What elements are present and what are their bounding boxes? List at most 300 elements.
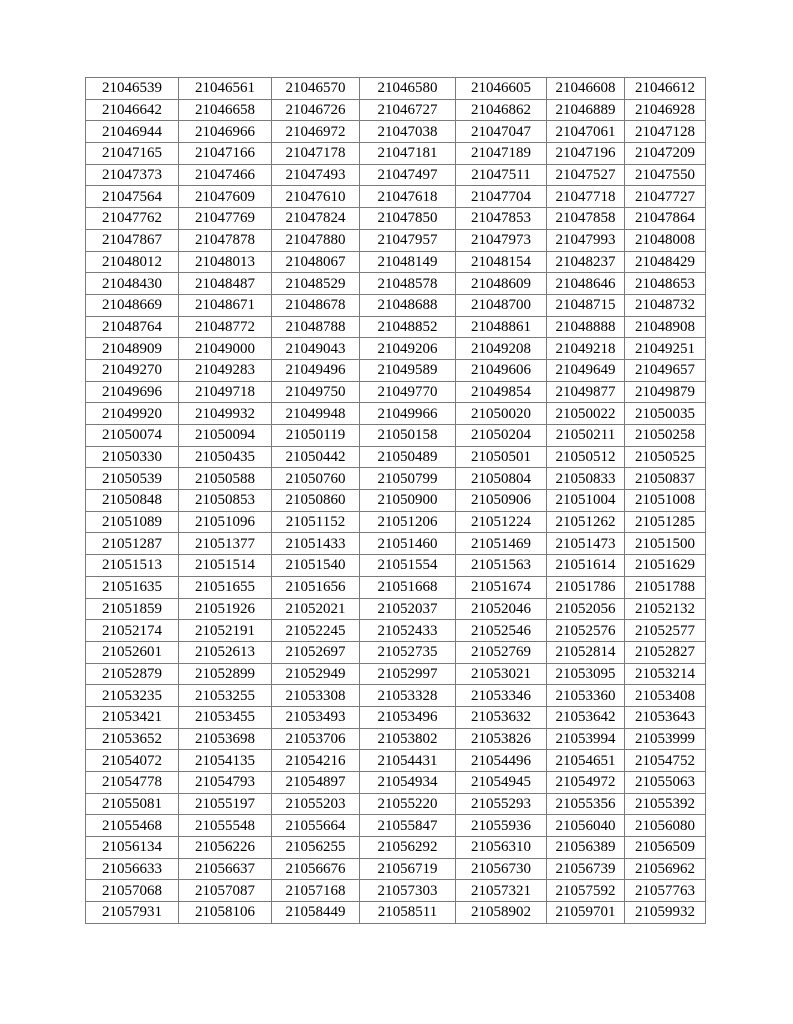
table-cell: 21048529: [272, 273, 360, 295]
table-cell: 21052021: [272, 598, 360, 620]
table-cell: 21053493: [272, 706, 360, 728]
table-cell: 21053826: [456, 728, 547, 750]
table-cell: 21048487: [179, 273, 272, 295]
table-cell: 21051262: [547, 511, 625, 533]
table-cell: 21049854: [456, 381, 547, 403]
table-cell: 21052814: [547, 641, 625, 663]
table-cell: 21053706: [272, 728, 360, 750]
table-cell: 21054431: [360, 750, 456, 772]
table-cell: 21046608: [547, 78, 625, 100]
table-cell: 21054135: [179, 750, 272, 772]
table-cell: 21054651: [547, 750, 625, 772]
table-row: [86, 143, 706, 165]
table-cell: 21053652: [86, 728, 179, 750]
table-cell: 21050804: [456, 468, 547, 490]
table-cell: 21049251: [625, 338, 706, 360]
table-cell: 21053455: [179, 706, 272, 728]
table-cell: 21056080: [625, 815, 706, 837]
table-cell: 21047704: [456, 186, 547, 208]
table-cell: 21055356: [547, 793, 625, 815]
table-cell: 21050442: [272, 446, 360, 468]
table-cell: 21047858: [547, 208, 625, 230]
table-cell: 21047181: [360, 143, 456, 165]
table-cell: 21048861: [456, 316, 547, 338]
table-cell: 21048732: [625, 294, 706, 316]
table-cell: 21055548: [179, 815, 272, 837]
table-cell: 21050020: [456, 403, 547, 425]
table-cell: 21051786: [547, 576, 625, 598]
table-cell: 21049879: [625, 381, 706, 403]
table-cell: 21048012: [86, 251, 179, 273]
table-row: [86, 316, 706, 338]
table-cell: 21055392: [625, 793, 706, 815]
table-cell: 21053408: [625, 685, 706, 707]
table-row: [86, 121, 706, 143]
table-cell: 21047527: [547, 164, 625, 186]
table-cell: 21047165: [86, 143, 179, 165]
table-cell: 21048653: [625, 273, 706, 295]
table-cell: 21055936: [456, 815, 547, 837]
table-cell: 21059701: [547, 902, 625, 924]
table-cell: 21051433: [272, 533, 360, 555]
table-cell: 21050501: [456, 446, 547, 468]
table-row: [86, 815, 706, 837]
table-row: [86, 99, 706, 121]
table-cell: 21051655: [179, 576, 272, 598]
table-cell: 21051859: [86, 598, 179, 620]
table-cell: 21047061: [547, 121, 625, 143]
table-cell: 21057592: [547, 880, 625, 902]
table-cell: 21049877: [547, 381, 625, 403]
table-cell: 21058449: [272, 902, 360, 924]
table-row: [86, 229, 706, 251]
table-cell: 21050588: [179, 468, 272, 490]
table-cell: 21048237: [547, 251, 625, 273]
table-cell: 21047564: [86, 186, 179, 208]
table-cell: 21050525: [625, 446, 706, 468]
table-cell: 21046726: [272, 99, 360, 121]
table-cell: 21052191: [179, 620, 272, 642]
table-cell: 21049208: [456, 338, 547, 360]
table-cell: 21055293: [456, 793, 547, 815]
table-cell: 21057087: [179, 880, 272, 902]
table-cell: 21046944: [86, 121, 179, 143]
table-cell: 21058902: [456, 902, 547, 924]
table-cell: 21050022: [547, 403, 625, 425]
table-row: [86, 598, 706, 620]
table-cell: 21053021: [456, 663, 547, 685]
table-cell: 21051377: [179, 533, 272, 555]
table-cell: 21046928: [625, 99, 706, 121]
table-cell: 21055664: [272, 815, 360, 837]
table-cell: 21059932: [625, 902, 706, 924]
table-cell: 21057303: [360, 880, 456, 902]
table-cell: 21056962: [625, 858, 706, 880]
table-cell: 21047973: [456, 229, 547, 251]
table-cell: 21047864: [625, 208, 706, 230]
table-row: [86, 576, 706, 598]
table-row: [86, 338, 706, 360]
table-cell: 21049966: [360, 403, 456, 425]
table-cell: 21049696: [86, 381, 179, 403]
table-row: [86, 728, 706, 750]
table-cell: 21047166: [179, 143, 272, 165]
table-row: [86, 403, 706, 425]
table-cell: 21047769: [179, 208, 272, 230]
table-cell: 21050489: [360, 446, 456, 468]
table-row: [86, 468, 706, 490]
table-cell: 21053346: [456, 685, 547, 707]
table-cell: 21047511: [456, 164, 547, 186]
table-cell: 21057068: [86, 880, 179, 902]
table-cell: 21051152: [272, 511, 360, 533]
table-cell: 21046570: [272, 78, 360, 100]
table-cell: 21055081: [86, 793, 179, 815]
table-cell: 21058511: [360, 902, 456, 924]
table-cell: 21051788: [625, 576, 706, 598]
table-cell: 21058106: [179, 902, 272, 924]
table-cell: 21047493: [272, 164, 360, 186]
table-cell: 21049270: [86, 359, 179, 381]
table-row: [86, 78, 706, 100]
table-cell: 21050211: [547, 425, 625, 447]
table-cell: 21047610: [272, 186, 360, 208]
table-cell: 21047047: [456, 121, 547, 143]
table-cell: 21052879: [86, 663, 179, 685]
table-cell: 21050848: [86, 490, 179, 512]
table-row: [86, 425, 706, 447]
table-cell: 21056676: [272, 858, 360, 880]
table-cell: 21056739: [547, 858, 625, 880]
table-cell: 21052899: [179, 663, 272, 685]
table-cell: 21047550: [625, 164, 706, 186]
table-cell: 21047128: [625, 121, 706, 143]
table-cell: 21046862: [456, 99, 547, 121]
table-cell: 21050860: [272, 490, 360, 512]
table-cell: 21047880: [272, 229, 360, 251]
table-cell: 21049283: [179, 359, 272, 381]
table-cell: 21048678: [272, 294, 360, 316]
table-cell: 21051473: [547, 533, 625, 555]
table-cell: 21048700: [456, 294, 547, 316]
table-cell: 21047618: [360, 186, 456, 208]
table-cell: 21046561: [179, 78, 272, 100]
table-cell: 21056255: [272, 837, 360, 859]
table-cell: 21049657: [625, 359, 706, 381]
table-cell: 21050799: [360, 468, 456, 490]
table-cell: 21050837: [625, 468, 706, 490]
table-cell: 21048715: [547, 294, 625, 316]
table-cell: 21052132: [625, 598, 706, 620]
table-cell: 21052827: [625, 641, 706, 663]
table-cell: 21052576: [547, 620, 625, 642]
table-cell: 21047867: [86, 229, 179, 251]
number-table: [85, 77, 706, 924]
table-cell: 21048429: [625, 251, 706, 273]
table-cell: 21054897: [272, 772, 360, 794]
table-cell: 21052245: [272, 620, 360, 642]
table-cell: 21051285: [625, 511, 706, 533]
table-cell: 21053421: [86, 706, 179, 728]
table-cell: 21051674: [456, 576, 547, 598]
table-cell: 21052046: [456, 598, 547, 620]
table-cell: 21056292: [360, 837, 456, 859]
table-cell: 21057168: [272, 880, 360, 902]
table-cell: 21051614: [547, 555, 625, 577]
table-cell: 21046889: [547, 99, 625, 121]
table-cell: 21047850: [360, 208, 456, 230]
table-cell: 21046966: [179, 121, 272, 143]
table-row: [86, 273, 706, 295]
table-row: [86, 446, 706, 468]
table-cell: 21052174: [86, 620, 179, 642]
table-cell: 21047178: [272, 143, 360, 165]
table-cell: 21052997: [360, 663, 456, 685]
table-cell: 21048669: [86, 294, 179, 316]
table-cell: 21046580: [360, 78, 456, 100]
table-cell: 21054972: [547, 772, 625, 794]
table-cell: 21053255: [179, 685, 272, 707]
table-row: [86, 837, 706, 859]
table-cell: 21056719: [360, 858, 456, 880]
table-cell: 21053698: [179, 728, 272, 750]
table-cell: 21052037: [360, 598, 456, 620]
table-cell: 21051554: [360, 555, 456, 577]
table-cell: 21056040: [547, 815, 625, 837]
table-cell: 21049218: [547, 338, 625, 360]
table-cell: 21052546: [456, 620, 547, 642]
table-cell: 21048008: [625, 229, 706, 251]
table-cell: 21047209: [625, 143, 706, 165]
table-cell: 21048149: [360, 251, 456, 273]
table-cell: 21048788: [272, 316, 360, 338]
table-cell: 21046642: [86, 99, 179, 121]
table-cell: 21051008: [625, 490, 706, 512]
table-cell: 21055468: [86, 815, 179, 837]
table-row: [86, 555, 706, 577]
table-cell: 21056730: [456, 858, 547, 880]
table-cell: 21048688: [360, 294, 456, 316]
table-cell: 21052697: [272, 641, 360, 663]
table-row: [86, 902, 706, 924]
table-cell: 21054752: [625, 750, 706, 772]
table-cell: 21046539: [86, 78, 179, 100]
table-cell: 21049649: [547, 359, 625, 381]
table-cell: 21056134: [86, 837, 179, 859]
table-row: [86, 381, 706, 403]
table-cell: 21050258: [625, 425, 706, 447]
table-cell: 21051206: [360, 511, 456, 533]
table-cell: 21054778: [86, 772, 179, 794]
table-cell: 21050094: [179, 425, 272, 447]
table-cell: 21049920: [86, 403, 179, 425]
table-cell: 21046727: [360, 99, 456, 121]
table-cell: 21048888: [547, 316, 625, 338]
table-cell: 21055203: [272, 793, 360, 815]
table-row: [86, 164, 706, 186]
table-cell: 21047609: [179, 186, 272, 208]
table-cell: 21050074: [86, 425, 179, 447]
table-cell: 21053802: [360, 728, 456, 750]
table-cell: 21049770: [360, 381, 456, 403]
table-cell: 21054072: [86, 750, 179, 772]
table-cell: 21048067: [272, 251, 360, 273]
table-cell: 21049589: [360, 359, 456, 381]
table-cell: 21052601: [86, 641, 179, 663]
table-cell: 21052735: [360, 641, 456, 663]
table-cell: 21050330: [86, 446, 179, 468]
table-cell: 21046972: [272, 121, 360, 143]
table-cell: 21049496: [272, 359, 360, 381]
table-cell: 21049043: [272, 338, 360, 360]
table-row: [86, 208, 706, 230]
table-cell: 21050539: [86, 468, 179, 490]
table-row: [86, 858, 706, 880]
table-cell: 21051635: [86, 576, 179, 598]
table-cell: 21056633: [86, 858, 179, 880]
table-cell: 21048646: [547, 273, 625, 295]
table-row: [86, 490, 706, 512]
table-cell: 21051224: [456, 511, 547, 533]
table-cell: 21050906: [456, 490, 547, 512]
table-cell: 21050435: [179, 446, 272, 468]
table-cell: 21046612: [625, 78, 706, 100]
table-cell: 21051287: [86, 533, 179, 555]
table-cell: 21054945: [456, 772, 547, 794]
table-row: [86, 772, 706, 794]
table-cell: 21047824: [272, 208, 360, 230]
table-cell: 21049948: [272, 403, 360, 425]
table-cell: 21056389: [547, 837, 625, 859]
table-cell: 21051460: [360, 533, 456, 555]
table-row: [86, 663, 706, 685]
table-cell: 21049206: [360, 338, 456, 360]
table-cell: 21048909: [86, 338, 179, 360]
table-row: [86, 706, 706, 728]
table-cell: 21052949: [272, 663, 360, 685]
table-cell: 21049606: [456, 359, 547, 381]
table-cell: 21050204: [456, 425, 547, 447]
table-cell: 21046658: [179, 99, 272, 121]
table-cell: 21047189: [456, 143, 547, 165]
table-row: [86, 620, 706, 642]
table-cell: 21049718: [179, 381, 272, 403]
table-cell: 21048671: [179, 294, 272, 316]
table-cell: 21053632: [456, 706, 547, 728]
table-row: [86, 880, 706, 902]
table-cell: 21050853: [179, 490, 272, 512]
table-cell: 21052577: [625, 620, 706, 642]
table-cell: 21052769: [456, 641, 547, 663]
table-cell: 21053994: [547, 728, 625, 750]
table-cell: 21056310: [456, 837, 547, 859]
table-cell: 21051629: [625, 555, 706, 577]
table-cell: 21049932: [179, 403, 272, 425]
table-cell: 21048013: [179, 251, 272, 273]
table-cell: 21055197: [179, 793, 272, 815]
table-cell: 21046605: [456, 78, 547, 100]
table-cell: 21050833: [547, 468, 625, 490]
table-cell: 21047038: [360, 121, 456, 143]
table-cell: 21048772: [179, 316, 272, 338]
table-cell: 21053095: [547, 663, 625, 685]
table-cell: 21051563: [456, 555, 547, 577]
table-cell: 21052056: [547, 598, 625, 620]
table-row: [86, 533, 706, 555]
table-cell: 21055847: [360, 815, 456, 837]
table-cell: 21050512: [547, 446, 625, 468]
table-cell: 21053360: [547, 685, 625, 707]
table-cell: 21057763: [625, 880, 706, 902]
table-cell: 21057321: [456, 880, 547, 902]
table-cell: 21050900: [360, 490, 456, 512]
table-cell: 21051926: [179, 598, 272, 620]
table-row: [86, 750, 706, 772]
table-cell: 21056637: [179, 858, 272, 880]
table-cell: 21055220: [360, 793, 456, 815]
table-cell: 21049750: [272, 381, 360, 403]
table-cell: 21050760: [272, 468, 360, 490]
table-cell: 21053643: [625, 706, 706, 728]
table-cell: 21047727: [625, 186, 706, 208]
table-cell: 21048154: [456, 251, 547, 273]
table-cell: 21051004: [547, 490, 625, 512]
table-row: [86, 186, 706, 208]
table-row: [86, 685, 706, 707]
table-cell: 21055063: [625, 772, 706, 794]
table-cell: 21051089: [86, 511, 179, 533]
table-cell: 21048578: [360, 273, 456, 295]
table-cell: 21053235: [86, 685, 179, 707]
table-cell: 21054496: [456, 750, 547, 772]
table-cell: 21047762: [86, 208, 179, 230]
table-cell: 21051668: [360, 576, 456, 598]
table-cell: 21048764: [86, 316, 179, 338]
table-cell: 21048430: [86, 273, 179, 295]
table-cell: 21053214: [625, 663, 706, 685]
number-table-body: [86, 78, 706, 924]
table-cell: 21052433: [360, 620, 456, 642]
table-cell: 21054793: [179, 772, 272, 794]
table-cell: 21047497: [360, 164, 456, 186]
table-cell: 21047993: [547, 229, 625, 251]
table-row: [86, 511, 706, 533]
table-row: [86, 251, 706, 273]
table-cell: 21048852: [360, 316, 456, 338]
table-cell: 21051469: [456, 533, 547, 555]
table-cell: 21056226: [179, 837, 272, 859]
table-cell: 21047957: [360, 229, 456, 251]
table-cell: 21051513: [86, 555, 179, 577]
table-row: [86, 294, 706, 316]
table-cell: 21052613: [179, 641, 272, 663]
table-row: [86, 793, 706, 815]
table-cell: 21056509: [625, 837, 706, 859]
table-cell: 21053999: [625, 728, 706, 750]
table-row: [86, 359, 706, 381]
table-cell: 21051514: [179, 555, 272, 577]
table-cell: 21047718: [547, 186, 625, 208]
table-cell: 21049000: [179, 338, 272, 360]
table-cell: 21047466: [179, 164, 272, 186]
table-cell: 21051540: [272, 555, 360, 577]
table-cell: 21053328: [360, 685, 456, 707]
table-cell: 21047853: [456, 208, 547, 230]
table-cell: 21053496: [360, 706, 456, 728]
table-cell: 21053642: [547, 706, 625, 728]
table-cell: 21054216: [272, 750, 360, 772]
table-cell: 21048609: [456, 273, 547, 295]
